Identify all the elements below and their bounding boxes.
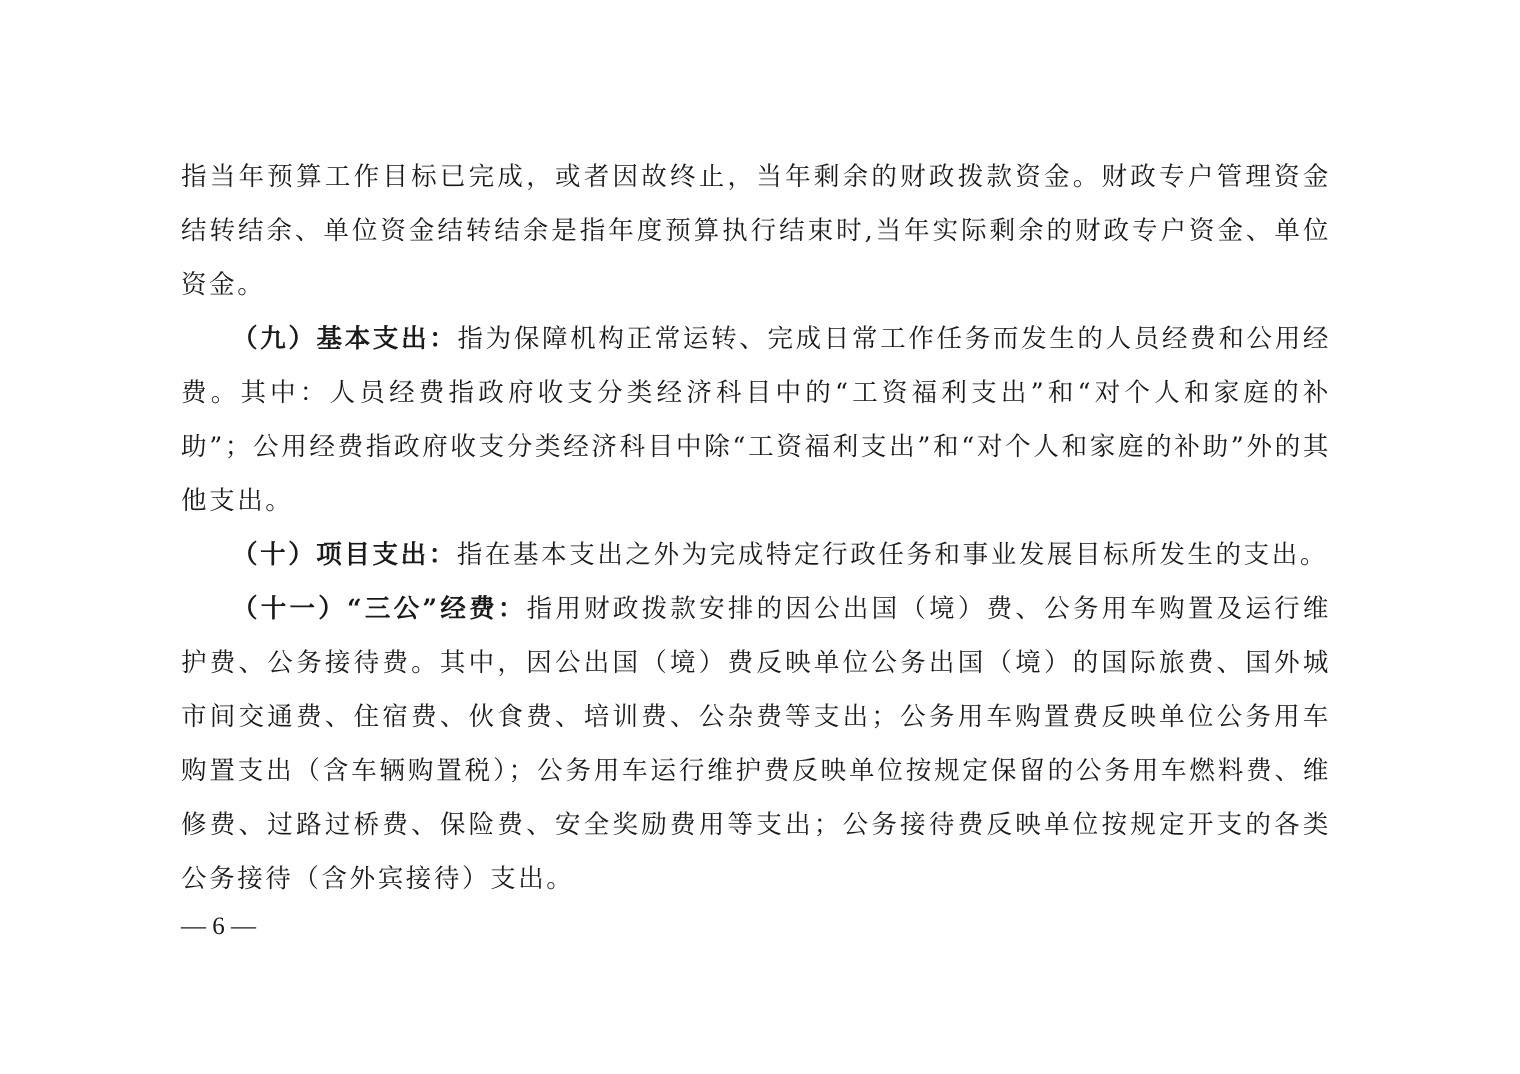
paragraph-text: 指当年预算工作目标已完成，或者因故终止，当年剩余的财政拨款资金。财政专户管理资金结转结余、单位资金结转结余是指年度预算执行结束时,当年实际剩余的财政专户资金、单位资金。 [181, 162, 1331, 300]
section-heading-project-expenditure: （十）项目支出： [232, 540, 457, 570]
paragraph-text: 指为保障机构正常运转、完成日常工作任务而发生的人员经费和公用经费。其中：人员经费指政府收支分类经济科目中的“工资福利支出”和“对个人和家庭的补助”；公用经费指政府收支分类经济科目中除“工资福利支出”和“对个人和家庭的补助”外的其他支出。 [181, 324, 1331, 516]
paragraph-text: 指在基本支出之外为完成特定行政任务和事业发展目标所发生的支出。 [456, 540, 1328, 570]
paragraph-three-public-expenses [181, 582, 1331, 906]
paragraph-carryover [181, 150, 1331, 312]
document-body [181, 150, 1331, 906]
paragraph-project-expenditure [181, 528, 1331, 582]
section-heading-basic-expenditure: （九）基本支出： [232, 324, 458, 354]
paragraph-basic-expenditure [181, 312, 1331, 528]
section-heading-three-public-expenses: （十一）“三公”经费： [232, 594, 527, 624]
paragraph-text: 指用财政拨款安排的因公出国（境）费、公务用车购置及运行维护费、公务接待费。其中，因公出国（境）费反映单位公务出国（境）的国际旅费、国外城市间交通费、住宿费、伙食费、培训费、公杂费等支出；公务用车购置费反映单位公务用车购置支出（含车辆购置税）；公务用车运行维护费反映单位按规定保留的公务用车燃料费、维修费、过路过桥费、保险费、安全奖励费用等支出；公务接待费反映单位按规定开支的各类公务接待（含外宾接待）支出。 [181, 594, 1331, 894]
page-number: — 6 — [181, 913, 256, 940]
